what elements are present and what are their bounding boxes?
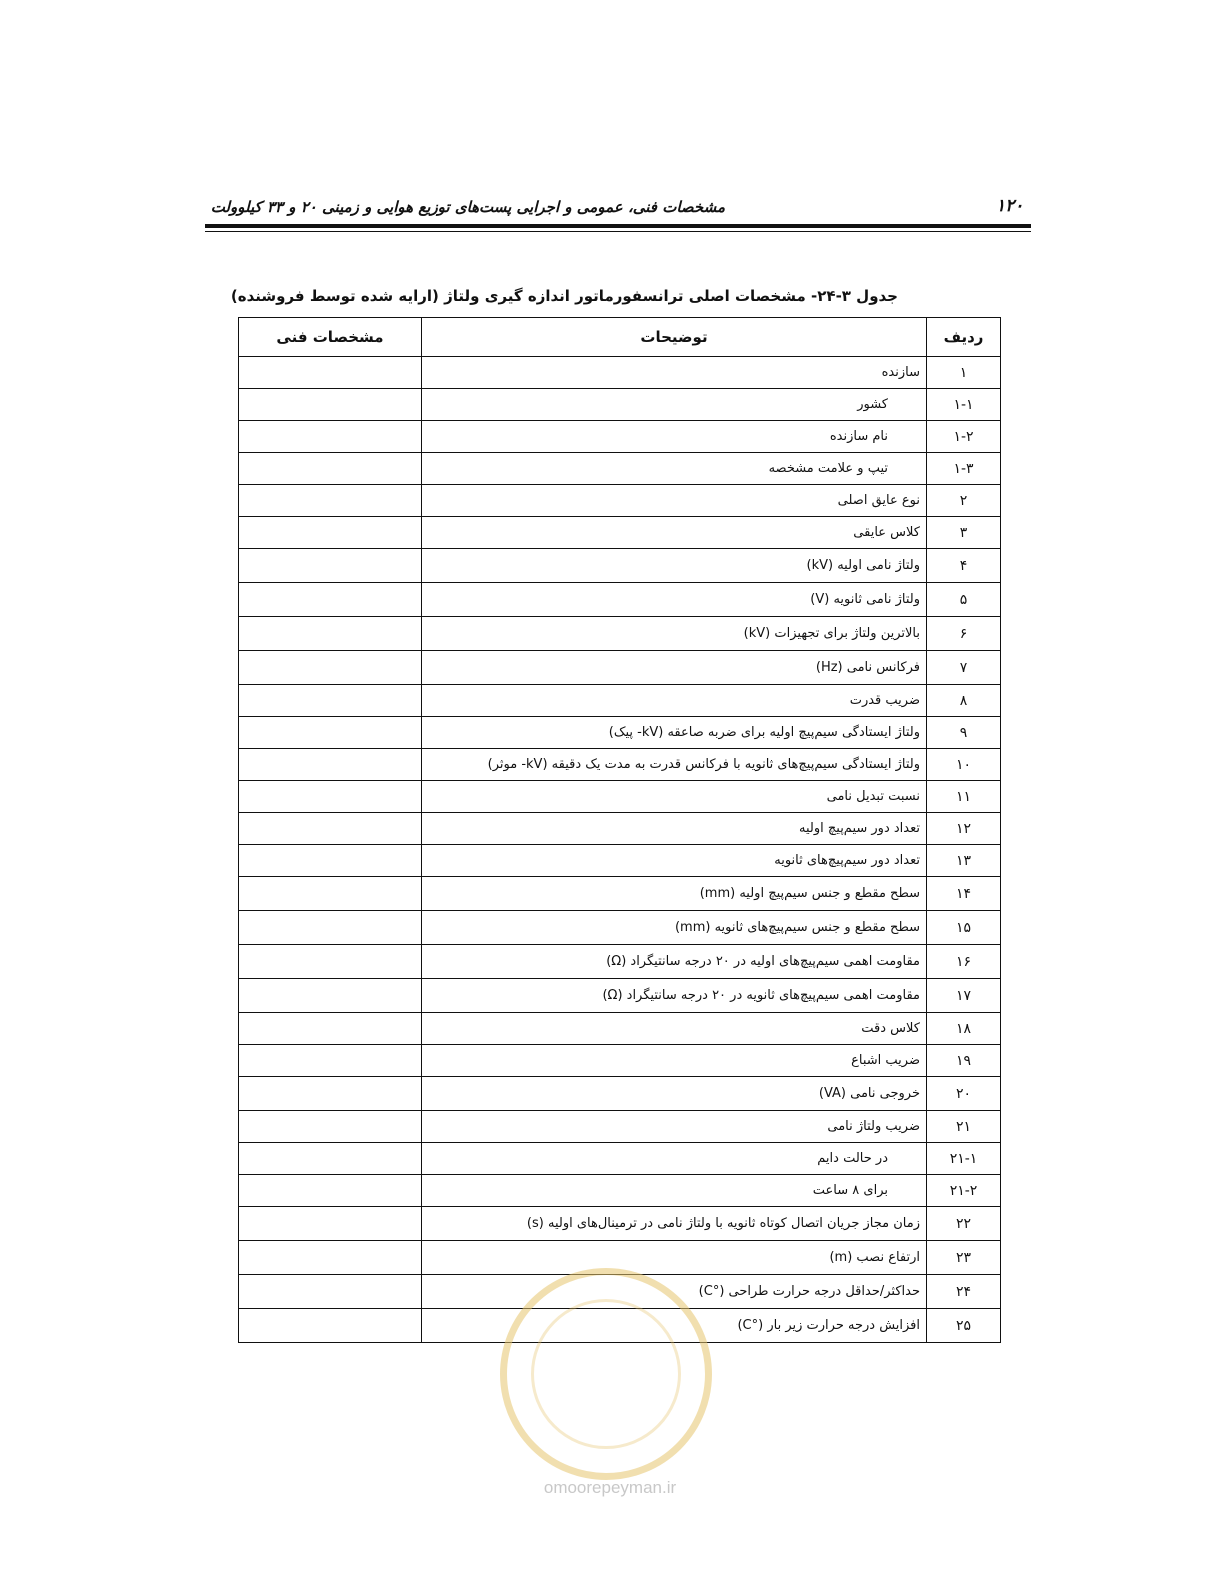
table-row [239, 1045, 1001, 1077]
row-spec-value[interactable] [239, 617, 422, 651]
row-number: ۵ [927, 583, 1001, 617]
row-number: ۱۴ [927, 877, 1001, 911]
row-description: ولتاژ نامی ثانویه (V) [422, 583, 927, 617]
table-row [239, 485, 1001, 517]
header-rule-thick [205, 224, 1031, 228]
row-number: ۱۲ [927, 813, 1001, 845]
row-number: ۱۹ [927, 1045, 1001, 1077]
row-number: ۱-۱ [927, 389, 1001, 421]
table-row [239, 1241, 1001, 1275]
row-spec-value[interactable] [239, 389, 422, 421]
row-spec-value[interactable] [239, 583, 422, 617]
row-description: سطح مقطع و جنس سیم‌پیچ اولیه (mm) [422, 877, 927, 911]
row-description: نسبت تبدیل نامی [422, 781, 927, 813]
row-description: ولتاژ نامی اولیه (kV) [422, 549, 927, 583]
table-row [239, 911, 1001, 945]
row-spec-value[interactable] [239, 1175, 422, 1207]
row-number: ۲۴ [927, 1275, 1001, 1309]
row-description: زمان مجاز جریان اتصال کوتاه ثانویه با ولتاژ نامی در ترمینال‌های اولیه (s) [422, 1207, 927, 1241]
row-spec-value[interactable] [239, 781, 422, 813]
row-spec-value[interactable] [239, 1275, 422, 1309]
row-description: کلاس عایقی [422, 517, 927, 549]
row-number: ۸ [927, 685, 1001, 717]
table-row [239, 877, 1001, 911]
header-spec: مشخصات فنی [239, 318, 422, 357]
row-spec-value[interactable] [239, 453, 422, 485]
row-spec-value[interactable] [239, 1143, 422, 1175]
row-description: ضریب اشباع [422, 1045, 927, 1077]
row-description: مقاومت اهمی سیم‌پیچ‌های ثانویه در ۲۰ درجه سانتیگراد (Ω) [422, 979, 927, 1013]
row-description: ولتاژ ایستادگی سیم‌پیچ‌های ثانویه با فرکانس قدرت به مدت یک دقیقه (kV- موثر) [422, 749, 927, 781]
table-row [239, 357, 1001, 389]
row-number: ۱-۲ [927, 421, 1001, 453]
row-spec-value[interactable] [239, 945, 422, 979]
table-row [239, 1207, 1001, 1241]
table-row [239, 1175, 1001, 1207]
row-number: ۷ [927, 651, 1001, 685]
table-row [239, 1275, 1001, 1309]
table-row [239, 617, 1001, 651]
row-description: تیپ و علامت مشخصه [422, 453, 927, 485]
row-description: کشور [422, 389, 927, 421]
row-spec-value[interactable] [239, 1111, 422, 1143]
row-number: ۲۱-۱ [927, 1143, 1001, 1175]
table-row [239, 1309, 1001, 1343]
row-spec-value[interactable] [239, 749, 422, 781]
row-spec-value[interactable] [239, 845, 422, 877]
row-number: ۱۱ [927, 781, 1001, 813]
row-number: ۱۳ [927, 845, 1001, 877]
table-row [239, 517, 1001, 549]
row-number: ۲۱ [927, 1111, 1001, 1143]
row-number: ۲۱-۲ [927, 1175, 1001, 1207]
row-description: سازنده [422, 357, 927, 389]
table-row [239, 979, 1001, 1013]
row-spec-value[interactable] [239, 517, 422, 549]
row-description: ضریب ولتاژ نامی [422, 1111, 927, 1143]
row-number: ۱۷ [927, 979, 1001, 1013]
row-description: نوع عایق اصلی [422, 485, 927, 517]
row-description: ارتفاع نصب (m) [422, 1241, 927, 1275]
table-row [239, 583, 1001, 617]
table-row [239, 781, 1001, 813]
row-number: ۲۰ [927, 1077, 1001, 1111]
header-description: توضیحات [422, 318, 927, 357]
table-row [239, 389, 1001, 421]
row-description: کلاس دقت [422, 1013, 927, 1045]
table-row [239, 1077, 1001, 1111]
row-spec-value[interactable] [239, 485, 422, 517]
row-spec-value[interactable] [239, 549, 422, 583]
row-number: ۱۶ [927, 945, 1001, 979]
row-description: افزایش درجه حرارت زیر بار (°C) [422, 1309, 927, 1343]
row-spec-value[interactable] [239, 1013, 422, 1045]
row-number: ۲۲ [927, 1207, 1001, 1241]
row-spec-value[interactable] [239, 717, 422, 749]
table-row [239, 813, 1001, 845]
row-description: ولتاژ ایستادگی سیم‌پیچ اولیه برای ضربه صاعقه (kV- پیک) [422, 717, 927, 749]
row-description: ضریب قدرت [422, 685, 927, 717]
page-number: ۱۲۰ [996, 196, 1024, 216]
table-row [239, 421, 1001, 453]
row-description: حداکثر/حداقل درجه حرارت طراحی (°C) [422, 1275, 927, 1309]
row-number: ۹ [927, 717, 1001, 749]
row-number: ۱۸ [927, 1013, 1001, 1045]
header-rule-thin [205, 231, 1031, 232]
row-number: ۴ [927, 549, 1001, 583]
row-spec-value[interactable] [239, 1309, 422, 1343]
row-description: تعداد دور سیم‌پیچ اولیه [422, 813, 927, 845]
table-caption: جدول ۳-۲۴- مشخصات اصلی ترانسفورماتور اندازه گیری ولتاژ (ارایه شده توسط فروشنده) [230, 287, 898, 305]
row-spec-value[interactable] [239, 685, 422, 717]
row-number: ۲ [927, 485, 1001, 517]
row-spec-value[interactable] [239, 421, 422, 453]
row-spec-value[interactable] [239, 979, 422, 1013]
running-header-title: مشخصات فنی، عمومی و اجرایی پست‌های توزیع هوایی و زمینی ۲۰ و ۳۳ کیلوولت [210, 198, 725, 216]
row-spec-value[interactable] [239, 1045, 422, 1077]
table-row [239, 845, 1001, 877]
table-row [239, 453, 1001, 485]
row-description: سطح مقطع و جنس سیم‌پیچ‌های ثانویه (mm) [422, 911, 927, 945]
row-number: ۱ [927, 357, 1001, 389]
row-number: ۲۳ [927, 1241, 1001, 1275]
table-row [239, 945, 1001, 979]
row-number: ۱۵ [927, 911, 1001, 945]
table-row [239, 685, 1001, 717]
row-number: ۲۵ [927, 1309, 1001, 1343]
table-row [239, 717, 1001, 749]
row-number: ۳ [927, 517, 1001, 549]
row-description: بالاترین ولتاژ برای تجهیزات (kV) [422, 617, 927, 651]
table-row [239, 549, 1001, 583]
row-description: در حالت دایم [422, 1143, 927, 1175]
row-spec-value[interactable] [239, 1077, 422, 1111]
row-spec-value[interactable] [239, 1241, 422, 1275]
row-description: نام سازنده [422, 421, 927, 453]
row-spec-value[interactable] [239, 877, 422, 911]
header-row-number: ردیف [927, 318, 1001, 357]
row-description: فرکانس نامی (Hz) [422, 651, 927, 685]
row-spec-value[interactable] [239, 357, 422, 389]
row-number: ۱-۳ [927, 453, 1001, 485]
row-description: مقاومت اهمی سیم‌پیچ‌های اولیه در ۲۰ درجه سانتیگراد (Ω) [422, 945, 927, 979]
row-spec-value[interactable] [239, 911, 422, 945]
row-number: ۶ [927, 617, 1001, 651]
table-row [239, 1143, 1001, 1175]
table-row [239, 1013, 1001, 1045]
row-spec-value[interactable] [239, 1207, 422, 1241]
table-row [239, 749, 1001, 781]
row-spec-value[interactable] [239, 651, 422, 685]
row-description: خروجی نامی (VA) [422, 1077, 927, 1111]
spec-table [238, 317, 1001, 1343]
table-row [239, 1111, 1001, 1143]
row-description: تعداد دور سیم‌پیچ‌های ثانویه [422, 845, 927, 877]
table-header-row [239, 318, 1001, 357]
row-description: برای ۸ ساعت [422, 1175, 927, 1207]
row-spec-value[interactable] [239, 813, 422, 845]
table-row [239, 651, 1001, 685]
row-number: ۱۰ [927, 749, 1001, 781]
watermark-url: omoorepeyman.ir [543, 1478, 677, 1497]
